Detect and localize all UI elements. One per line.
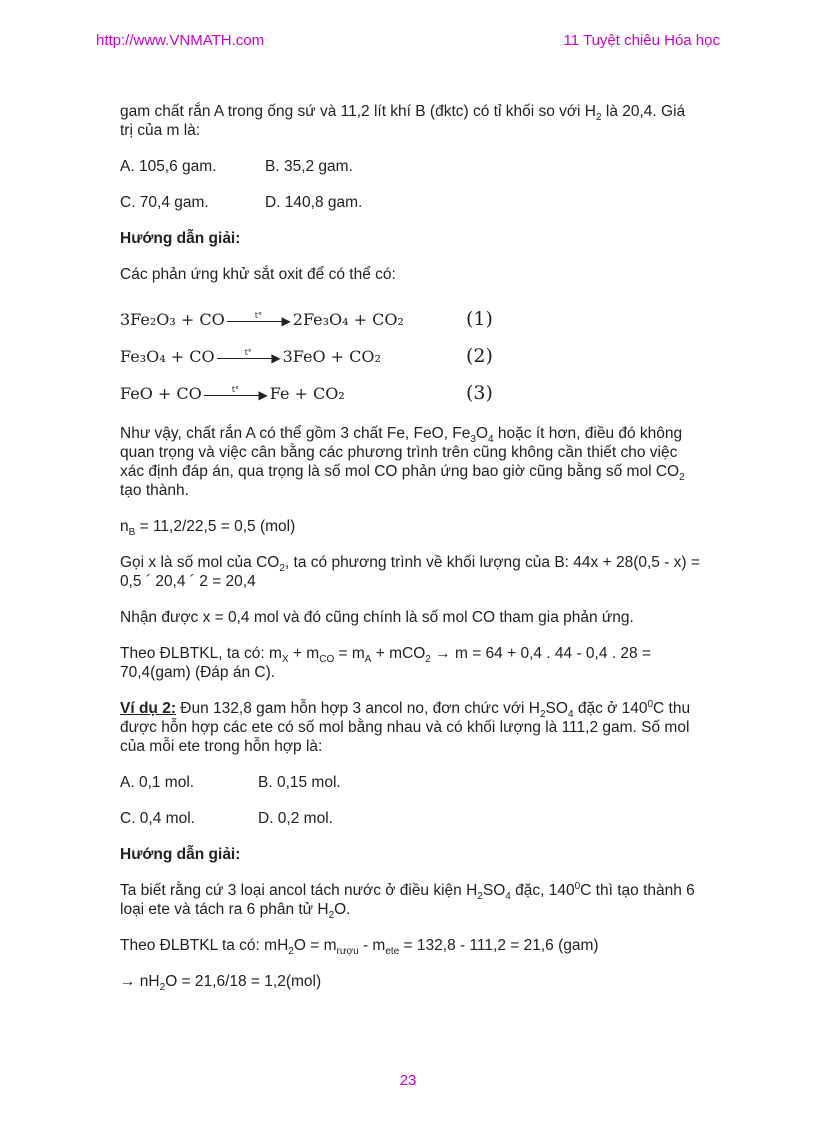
example-2-label: Ví dụ 2: [120, 700, 176, 717]
guide-heading-2: Hướng dẫn giải: [120, 846, 241, 863]
option-a: A. 105,6 gam. [120, 158, 217, 175]
problem-intro: gam chất rắn A trong ống sứ và 11,2 lít khí B (đktc) có tỉ khối so với $H_2$ là 20,4. Giá trị của m là: [120, 103, 686, 139]
ether-explanation-paragraph: Ta biết rằng cứ 3 loại ancol tách nước ở điều kiện $H_2SO_4$ đặc, $140^0C$ thì tạo thành 6 loại ete và tách ra 6 phân tử $H_2O$. [120, 880, 695, 922]
option-c: C. 0,4 mol. [120, 810, 195, 827]
equation-3: FeO + CO t° ▶ Fe + CO₂ (3) [120, 382, 493, 404]
reaction-arrow-icon: t° ▶ [227, 315, 291, 327]
header-website-link[interactable]: http://www.VNMATH.com [96, 32, 265, 49]
equation-number: (1) [466, 308, 493, 330]
question1-options-row1 [120, 157, 700, 176]
option-b: B. 0,15 mol. [258, 774, 341, 791]
equation-2: Fe₃O₄ + CO t° ▶ 3FeO + CO₂ (2) [120, 345, 493, 367]
option-a: A. 0,1 mol. [120, 774, 195, 791]
equation-number: (3) [466, 382, 493, 404]
explanation-paragraph: Như vậy, chất rắn A có thể gồm 3 chất Fe, FeO, $Fe_3O_4$ hoặc ít hơn, điều đó không quan trọng và việc cân bằng các phương trình trên cũng không cần thiết cho việc xác định đáp án, qua trọng là số mol CO phản ứng bao giờ cũng bằng số mol $CO_2$ tạo thành. [120, 425, 685, 499]
result-x-paragraph: Nhận được x = 0,4 mol và đó cũng chính là số mol CO tham gia phản ứng. [120, 609, 634, 626]
moles-b-line: $n_B = 11,2/22,5 = 0,5$ (mol) [120, 518, 296, 539]
header-book-title: 11 Tuyệt chiêu Hóa học [563, 32, 720, 49]
reaction-arrow-icon: t° ▶ [217, 352, 281, 364]
equation-number: (2) [466, 345, 493, 367]
question2-options-row1 [120, 773, 700, 792]
example-2-problem: Ví dụ 2: Đun 132,8 gam hỗn hợp 3 ancol no, đơn chức với $H_2SO_4$ đặc ở $140^0C$ thu được hỗn hợp các ete có số mol bằng nhau và có khối lượng là 111,2 gam. Số mol của mỗi ete trong hỗn hợp là: [120, 698, 691, 755]
page-content [120, 102, 700, 1008]
mass-equation-paragraph: Gọi x là số mol của $CO_2$, ta có phương trình về khối lượng của B: 44x + 28(0,5 - x) = 0,5 ´ 20,4 ´ 2 = 20,4 [120, 554, 700, 590]
reaction-arrow-icon: t° ▶ [204, 389, 268, 401]
question2-options-row2 [120, 809, 700, 828]
question1-options-row2 [120, 193, 700, 212]
equation-1: 3Fe₂O₃ + CO t° ▶ 2Fe₃O₄ + CO₂ (1) [120, 308, 493, 330]
option-c: C. 70,4 gam. [120, 194, 209, 211]
page-number: 23 [399, 1072, 417, 1089]
equation-block [120, 301, 700, 412]
option-d: D. 140,8 gam. [265, 194, 363, 211]
option-b: B. 35,2 gam. [265, 158, 353, 175]
guide-heading: Hướng dẫn giải: [120, 230, 241, 247]
option-d: D. 0,2 mol. [258, 810, 333, 827]
conservation-paragraph: Theo ĐLBTKL, ta có: $m_X + m_{CO} = m_A + mCO_2 \to m = 64 + 0,4$ . 44 - 0,4 . 28 = 70,4(gam) (Đáp án C). [120, 645, 652, 681]
water-mass-line: Theo ĐLBTKL ta có: $mH_2O = m_{rượu} - m_{ete} = 132,8 - 111,2 = 21,6$ (gam) [120, 937, 599, 958]
reactions-intro: Các phản ứng khử sắt oxit để có thể có: [120, 266, 396, 283]
water-moles-line: → $nH_2O = 21,6/18 = 1,2(mol)$ [120, 973, 322, 994]
